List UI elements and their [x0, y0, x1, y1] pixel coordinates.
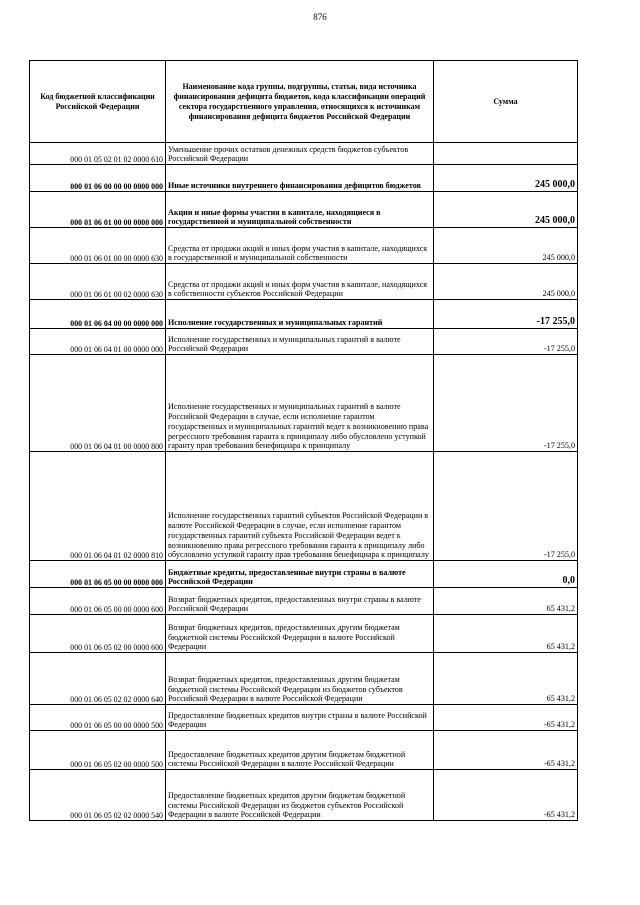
table-row	[30, 615, 578, 653]
row-amount: -17 255,0	[434, 452, 578, 561]
row-amount: 65 431,2	[434, 615, 578, 653]
row-amount: -17 255,0	[434, 355, 578, 452]
row-name: Предоставление бюджетных кредитов другим бюджетам бюджетной системы Российской Федерации из бюджетов субъектов Российской Федерации в валюте Российской Федерации	[166, 770, 434, 821]
row-name: Исполнение государственных и муниципальных гарантий в валюте Российской Федерации	[166, 329, 434, 355]
table-row	[30, 731, 578, 770]
row-code: 000 01 06 05 02 00 0000 500	[30, 731, 166, 770]
row-code: 000 01 06 04 01 02 0000 810	[30, 452, 166, 561]
table-row	[30, 355, 578, 452]
row-name: Исполнение государственных и муниципальных гарантий	[166, 300, 434, 329]
row-name: Возврат бюджетных кредитов, предоставленных другим бюджетам бюджетной системы Российской Федерации из бюджетов субъектов Российской Федерации в валюте Российской Федерации	[166, 653, 434, 705]
table-row	[30, 452, 578, 561]
row-code: 000 01 06 00 00 00 0000 000	[30, 165, 166, 192]
table-row	[30, 653, 578, 705]
row-amount: -17 255,0	[434, 329, 578, 355]
table-row	[30, 143, 578, 165]
table-row	[30, 264, 578, 300]
row-amount: 65 431,2	[434, 588, 578, 615]
table-row	[30, 770, 578, 821]
row-name: Иные источники внутреннего финансирования дефицитов бюджетов	[166, 165, 434, 192]
row-code: 000 01 06 05 02 02 0000 540	[30, 770, 166, 821]
row-name: Исполнение государственных гарантий субъектов Российской Федерации в валюте Российской Федерации в случае, если исполнение гарантом государственных гарантий субъекта Российской Федерации ведет к возникновению права регрессного требования гаранта к принципалу либо обусловлено уступкой гаранту прав требования бенефициара к принципалу	[166, 452, 434, 561]
row-code: 000 01 06 05 00 00 0000 600	[30, 588, 166, 615]
row-name: Возврат бюджетных кредитов, предоставленных другим бюджетам бюджетной системы Российской Федерации в валюте Российской Федерации	[166, 615, 434, 653]
table-row	[30, 165, 578, 192]
row-code: 000 01 06 05 02 00 0000 600	[30, 615, 166, 653]
row-amount: 0,0	[434, 561, 578, 588]
row-amount: -65 431,2	[434, 705, 578, 731]
page-number: 876	[313, 12, 327, 22]
row-name: Уменьшение прочих остатков денежных средств бюджетов субъектов Российской Федерации	[166, 143, 434, 165]
row-amount	[434, 143, 578, 165]
row-amount: 65 431,2	[434, 653, 578, 705]
row-code: 000 01 06 04 01 00 0000 800	[30, 355, 166, 452]
table-row	[30, 329, 578, 355]
row-code: 000 01 06 05 02 02 0000 640	[30, 653, 166, 705]
row-amount: 245 000,0	[434, 165, 578, 192]
row-amount: 245 000,0	[434, 264, 578, 300]
table-row	[30, 228, 578, 264]
row-name: Бюджетные кредиты, предоставленные внутри страны в валюте Российской Федерации	[166, 561, 434, 588]
row-code: 000 01 05 02 01 02 0000 610	[30, 143, 166, 165]
row-name: Средства от продажи акций и иных форм участия в капитале, находящихся в собственности субъектов Российской Федерации	[166, 264, 434, 300]
header-amount: Сумма	[434, 61, 578, 143]
row-amount: -17 255,0	[434, 300, 578, 329]
row-name: Средства от продажи акций и иных форм участия в капитале, находящихся в государственной и муниципальной собственности	[166, 228, 434, 264]
row-name: Исполнение государственных и муниципальных гарантий в валюте Российской Федерации в случае, если исполнение гарантом государственных и муниципальных гарантий ведет к возникновению права регрессного требования гаранта к принципалу либо обусловлено уступкой гаранту прав требования бенефициара к принципалу	[166, 355, 434, 452]
table-row	[30, 192, 578, 228]
budget-sources-table	[29, 60, 578, 821]
row-amount: 245 000,0	[434, 228, 578, 264]
header-name: Наименование кода группы, подгруппы, статьи, вида источника финансирования дефицита бюджетов, кода классификации операций сектора государственного управления, относящихся к источникам финансирования дефицита бюджетов Российской Федерации	[166, 61, 434, 143]
header-code: Код бюджетной классификации Российской Федерации	[30, 61, 166, 143]
table-row	[30, 561, 578, 588]
row-name: Возврат бюджетных кредитов, предоставленных внутри страны в валюте Российской Федерации	[166, 588, 434, 615]
row-code: 000 01 06 01 00 00 0000 630	[30, 228, 166, 264]
row-code: 000 01 06 01 00 00 0000 000	[30, 192, 166, 228]
table-header-row	[30, 61, 578, 143]
row-amount: -65 431,2	[434, 770, 578, 821]
row-amount: 245 000,0	[434, 192, 578, 228]
table-row	[30, 588, 578, 615]
row-code: 000 01 06 05 00 00 0000 500	[30, 705, 166, 731]
row-code: 000 01 06 05 00 00 0000 000	[30, 561, 166, 588]
row-name: Акции и иные формы участия в капитале, находящиеся в государственной и муниципальной собственности	[166, 192, 434, 228]
row-name: Предоставление бюджетных кредитов внутри страны в валюте Российской Федерации	[166, 705, 434, 731]
row-code: 000 01 06 01 00 02 0000 630	[30, 264, 166, 300]
row-name: Предоставление бюджетных кредитов другим бюджетам бюджетной системы Российской Федерации в валюте Российской Федерации	[166, 731, 434, 770]
row-amount: -65 431,2	[434, 731, 578, 770]
row-code: 000 01 06 04 01 00 0000 000	[30, 329, 166, 355]
row-code: 000 01 06 04 00 00 0000 000	[30, 300, 166, 329]
table-row	[30, 705, 578, 731]
table-row	[30, 300, 578, 329]
